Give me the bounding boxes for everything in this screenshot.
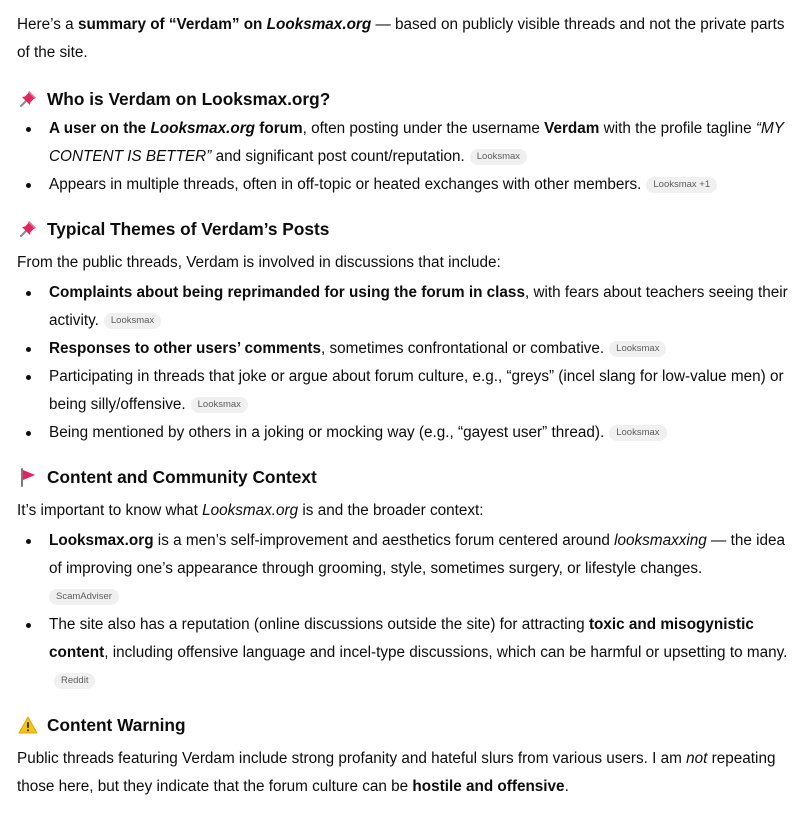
section-lead: It’s important to know what Looksmax.org is and the broader context: bbox=[17, 502, 484, 519]
citation-chip[interactable]: Looksmax bbox=[609, 341, 666, 357]
citation-chip[interactable]: ScamAdviser bbox=[49, 589, 119, 605]
section-heading: Typical Themes of Verdam’s Posts bbox=[17, 215, 788, 243]
section-who-is-verdam bbox=[17, 85, 788, 199]
who-list bbox=[17, 115, 788, 199]
citation-chip[interactable]: Looksmax bbox=[191, 397, 248, 413]
citation-chip[interactable]: Looksmax bbox=[609, 425, 666, 441]
list-item: Being mentioned by others in a joking or mocking way (e.g., “gayest user” thread). Looksmax bbox=[49, 419, 788, 447]
list-item: The site also has a reputation (online discussions outside the site) for attracting toxic and misogynistic content, including offensive language and incel-type discussions, which can be harmful or upsetting to many.Reddit bbox=[49, 611, 788, 695]
section-community-context bbox=[17, 463, 788, 695]
warning-icon bbox=[17, 714, 39, 736]
pushpin-icon bbox=[17, 88, 39, 110]
section-heading: Who is Verdam on Looksmax.org? bbox=[17, 85, 788, 113]
pushpin-icon bbox=[17, 218, 39, 240]
context-list bbox=[17, 527, 788, 695]
list-item: Complaints about being reprimanded for using the forum in class, with fears about teachers seeing their activity. Looksmax bbox=[49, 279, 788, 335]
section-heading: Content Warning bbox=[17, 711, 788, 739]
list-item: Looksmax.org is a men’s self-improvement and aesthetics forum centered around looksmaxxing — the idea of improving one’s appearance through grooming, style, sometimes surgery, or lifestyle changes. ScamAdviser bbox=[49, 527, 788, 611]
list-item: Responses to other users’ comments, sometimes confrontational or combative. Looksmax bbox=[49, 335, 788, 363]
list-item: Participating in threads that joke or argue about forum culture, e.g., “greys” (incel slang for low-value men) or being silly/offensive. Looksmax bbox=[49, 363, 788, 419]
section-lead: From the public threads, Verdam is involved in discussions that include: bbox=[17, 254, 501, 271]
citation-chip[interactable]: Reddit bbox=[54, 673, 95, 689]
citation-chip[interactable]: Looksmax +1 bbox=[646, 177, 717, 193]
intro-paragraph: Here’s a summary of “Verdam” on Looksmax.org — based on publicly visible threads and not the private parts of the site. bbox=[17, 16, 785, 61]
list-item: Appears in multiple threads, often in off-topic or heated exchanges with other members. Looksmax +1 bbox=[49, 171, 788, 199]
list-item: A user on the Looksmax.org forum, often posting under the username Verdam with the profile tagline “MY CONTENT IS BETTER” and significant post count/reputation. Looksmax bbox=[49, 115, 788, 171]
citation-chip[interactable]: Looksmax bbox=[104, 313, 161, 329]
themes-list bbox=[17, 279, 788, 447]
section-content-warning bbox=[17, 711, 788, 801]
section-typical-themes bbox=[17, 215, 788, 447]
triangular-flag-icon bbox=[17, 466, 39, 488]
section-heading: Content and Community Context bbox=[17, 463, 788, 491]
citation-chip[interactable]: Looksmax bbox=[470, 149, 527, 165]
warning-paragraph: Public threads featuring Verdam include strong profanity and hateful slurs from various users. I am not repeating those here, but they indicate that the forum culture can be hostile and offensive. bbox=[17, 750, 776, 795]
